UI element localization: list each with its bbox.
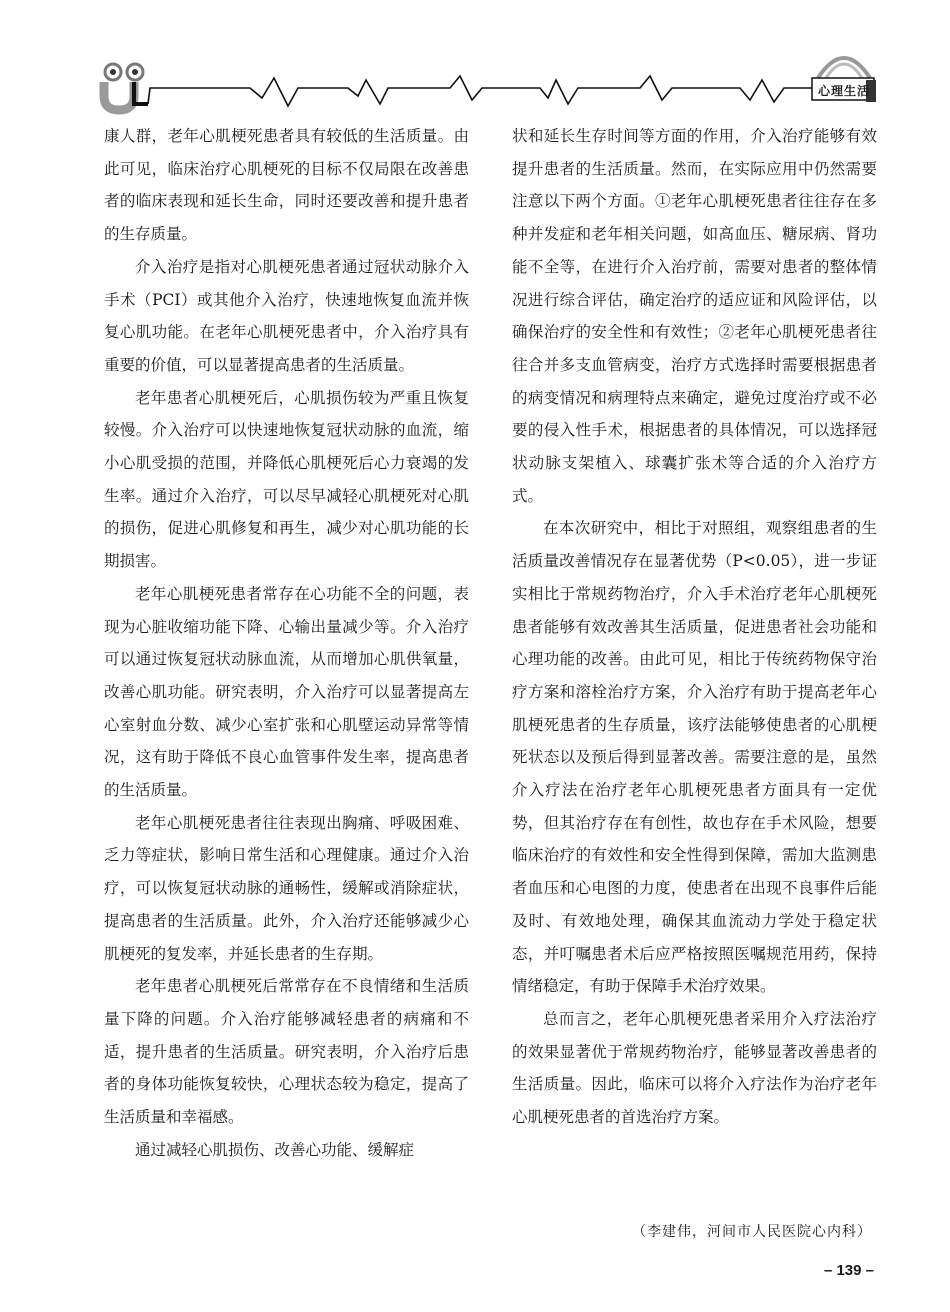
- paragraph: 总而言之，老年心肌梗死患者采用介入疗法治疗的效果显著优于常规药物治疗，能够显著改善患者的生活质量。因此，临床可以将介入疗法作为治疗老年心肌梗死患者的首选治疗方案。: [512, 1009, 877, 1127]
- header-ornament: [0, 0, 950, 115]
- author-signature: （李建伟，河间市人民医院心内科）: [632, 1224, 872, 1240]
- right-column: [512, 120, 877, 1134]
- page-header: [0, 0, 950, 115]
- paragraph: 老年心肌梗死患者往往表现出胸痛、呼吸困难、乏力等症状，影响日常生活和心理健康。通过介入治疗，可以恢复冠状动脉的通畅性，缓解或消除症状，提高患者的生活质量。此外，介入治疗还能够减少心肌梗死的复发率，并延长患者的生存期。: [104, 813, 469, 963]
- paragraph: 康人群，老年心肌梗死患者具有较低的生活质量。由此可见，临床治疗心肌梗死的目标不仅局限在改善患者的临床表现和延长生命，同时还要改善和提升患者的生存质量。: [104, 127, 469, 244]
- paragraph: 状和延长生存时间等方面的作用，介入治疗能够有效提升患者的生活质量。然而，在实际应用中仍然需要注意以下两个方面。①老年心肌梗死患者往往存在多种并发症和老年相关问题，如高血压、糖尿病、肾功能不全等，在进行介入治疗前，需要对患者的整体情况进行综合评估，确定治疗的适应证和风险评估，以确保治疗的安全性和有效性；②老年心肌梗死患者往往合并多支血管病变，治疗方式选择时需要根据患者的病变情况和病理特点来确定，避免过度治疗或不必要的侵入性手术，根据患者的具体情况，可以选择冠状动脉支架植入、球囊扩张术等合适的介入治疗方式。: [512, 127, 877, 505]
- paragraph: 在本次研究中，相比于对照组，观察组患者的生活质量改善情况存在显著优势（P<0.05），进一步证实相比于常规药物治疗，介入手术治疗老年心肌梗死患者能够有效改善其生活质量，促进患者社会功能和心理功能的改善。由此可见，相比于传统药物保守治疗方案和溶栓治疗方案，介入治疗有助于提高老年心肌梗死患者的生存质量，该疗法能够使患者的心肌梗死状态以及预后得到显著改善。需要注意的是，虽然介入疗法在治疗老年心肌梗死患者方面具有一定优势，但其治疗存在有创性，故也存在手术风险，想要临床治疗的有效性和安全性得到保障，需加大监测患者血压和心电图的力度，使患者在出现不良事件后能及时、有效地处理，确保其血流动力学处于稳定状态，并叮嘱患者术后应严格按照医嘱规范用药，保持情绪稳定，有助于保障手术治疗效果。: [512, 519, 877, 996]
- heartbeat-line: [148, 76, 812, 106]
- column-label: 心理生活: [817, 84, 870, 98]
- paragraph: 通过减轻心肌损伤、改善心功能、缓解症: [135, 1140, 415, 1159]
- left-column: [104, 120, 469, 1167]
- paragraph: 介入治疗是指对心肌梗死患者通过冠状动脉介入手术（PCI）或其他介入治疗，快速地恢复血流并恢复心肌功能。在老年心肌梗死患者中，介入治疗具有重要的价值，可以显著提高患者的生活质量。: [104, 257, 469, 374]
- page-number: – 139 –: [823, 1262, 874, 1279]
- magazine-logo-icon: [104, 64, 148, 110]
- paragraph: 老年患者心肌梗死后常常存在不良情绪和生活质量下降的问题。介入治疗能够减轻患者的病痛和不适，提升患者的生活质量。研究表明，介入治疗后患者的身体功能恢复较快，心理状态较为稳定，提高了生活质量和幸福感。: [104, 977, 469, 1127]
- paragraph: 老年患者心肌梗死后，心肌损伤较为严重且恢复较慢。介入治疗可以快速地恢复冠状动脉的血流，缩小心肌受损的范围，并降低心肌梗死后心力衰竭的发生率。通过介入治疗，可以尽早减轻心肌梗死对心肌的损伤，促进心肌修复和再生，减少对心肌功能的长期损害。: [104, 388, 469, 571]
- paragraph: 老年心肌梗死患者常存在心功能不全的问题，表现为心脏收缩功能下降、心输出量减少等。介入治疗可以通过恢复冠状动脉血流，从而增加心肌供氧量，改善心肌功能。研究表明，介入治疗可以显著提高左心室射血分数、减少心室扩张和心肌壁运动异常等情况，这有助于降低不良心血管事件发生率，提高患者的生活质量。: [104, 584, 469, 800]
